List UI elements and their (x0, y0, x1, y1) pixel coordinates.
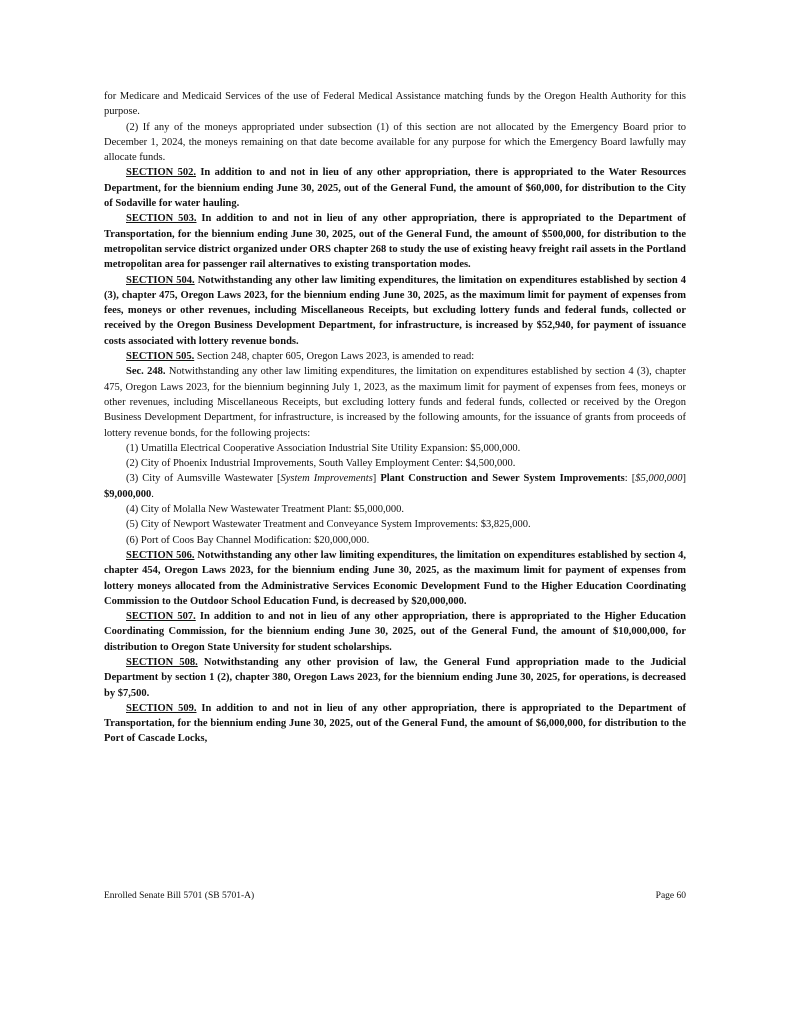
section-504 (104, 273, 686, 349)
sec-248 (104, 364, 686, 440)
section-label: SECTION 506. (126, 549, 195, 561)
item-text: : [ (624, 473, 636, 485)
project-item-1: (1) Umatilla Electrical Cooperative Association Industrial Site Utility Expansion: $5,000,000. (126, 442, 521, 454)
section-text: In addition to and not in lieu of any other appropriation, there is appropriated to the Department of Transportation, for the biennium ending June 30, 2025, out of the General Fund, the amount of $500,000, for distribution to the metropolitan service district organized under ORS chapter 268 to study the use of existing heavy freight rail assets in the Portland metropolitan area for passenger rail alternatives to existing transportation modes. (104, 213, 687, 271)
section-label: SECTION 509. (126, 702, 197, 714)
section-text: In addition to and not in lieu of any other appropriation, there is appropriated to the Higher Education Coordinating Commission, for the biennium ending June 30, 2025, out of the General Fund, the amount of $10,000,000, for distribution to Oregon State University for student scholarships. (104, 611, 687, 653)
item-text: (3) City of Aumsville Wastewater [ (126, 473, 281, 485)
paragraph-subsection-2: (2) If any of the moneys appropriated under subsection (1) of this section are not allocated by the Emergency Board prior to December 1, 2024, the moneys remaining on that date become available for any purpose for which the Emergency Board lawfully may allocate funds. (104, 121, 686, 164)
sec-label: Sec. 248. (126, 366, 166, 378)
section-label: SECTION 503. (126, 213, 197, 225)
item-text: ] (372, 473, 381, 485)
section-text: Notwithstanding any other provision of law, the General Fund appropriation made to the Judicial Department by section 1 (2), chapter 380, Oregon Laws 2023, for the biennium ending June 30, 2025, for operations, is decreased by $7,500. (104, 656, 687, 699)
added-text: $9,000,000 (104, 488, 152, 500)
section-label: SECTION 504. (126, 274, 195, 286)
project-item-4: (4) City of Molalla New Wastewater Treatment Plant: $5,000,000. (126, 504, 405, 516)
section-502 (104, 165, 686, 211)
section-506 (104, 548, 686, 609)
project-item-6: (6) Port of Coos Bay Channel Modification: $20,000,000. (126, 534, 370, 546)
project-item-2: (2) City of Phoenix Industrial Improvements, South Valley Employment Center: $4,500,000. (126, 458, 516, 470)
section-505 (104, 349, 686, 364)
deleted-text: System Improvements (280, 473, 373, 485)
item-text: ] (682, 473, 686, 485)
section-label: SECTION 507. (126, 611, 196, 623)
section-509 (104, 701, 686, 747)
bill-name: Enrolled Senate Bill 5701 (SB 5701-A) (104, 891, 255, 901)
section-text: Notwithstanding any other law limiting expenditures, the limitation on expenditures established by section 4 (3), chapter 475, Oregon Laws 2023, for the biennium ending June 30, 2025, as the maximum limit for payment of expenses from fees, moneys or other revenues, including Miscellaneous Receipts, but excluding lottery funds and federal funds, collected or received by the Oregon Business Development Department, for infrastructure, is increased by $52,940, for payment of issuance costs associated with lottery revenue bonds. (104, 274, 686, 347)
section-label: SECTION 508. (126, 656, 198, 668)
paragraph-continuation: for Medicare and Medicaid Services of the use of Federal Medical Assistance matching funds by the Oregon Health Authority for this purpose. (104, 91, 686, 118)
section-text: Notwithstanding any other law limiting expenditures, the limitation on expenditures established by section 4, chapter 454, Oregon Laws 2023, for the biennium ending June 30, 2025, as the maximum limit for payment of expenses from lottery moneys allocated from the Administrative Services Economic Development Fund to the Higher Education Coordinating Commission to the Outdoor School Education Fund, is decreased by $20,000,000. (104, 549, 687, 607)
section-text: Section 248, chapter 605, Oregon Laws 2023, is amended to read: (196, 351, 475, 363)
page-number: Page 60 (655, 891, 686, 901)
section-label: SECTION 502. (126, 167, 196, 179)
section-text: In addition to and not in lieu of any other appropriation, there is appropriated to the Water Resources Department, for the biennium ending June 30, 2025, out of the General Fund, the amount of $60,000, for distribution to the City of Sodaville for water hauling. (104, 167, 687, 210)
deleted-text: $5,000,000 (635, 473, 683, 485)
added-text: Plant Construction and Sewer System Improvements (380, 473, 625, 485)
page-footer (104, 891, 686, 901)
section-503 (104, 211, 686, 272)
item-text: . (151, 488, 154, 500)
project-item-5: (5) City of Newport Wastewater Treatment and Conveyance System Improvements: $3,825,000. (126, 519, 531, 531)
section-508 (104, 655, 686, 701)
document-body (104, 89, 686, 747)
section-507 (104, 609, 686, 655)
section-text: In addition to and not in lieu of any other appropriation, there is appropriated to the Department of Transportation, for the biennium ending June 30, 2025, out of the General Fund, the amount of $6,000,000, for distribution to the Port of Cascade Locks, (104, 702, 687, 745)
sec-text: Notwithstanding any other law limiting expenditures, the limitation on expenditures established by section 4 (3), chapter 475, Oregon Laws 2023, for the biennium beginning July 1, 2023, as the maximum limit for payment of expenses from fees, moneys or other revenues, including Miscellaneous Receipts, but excluding lottery funds and federal funds, collected or received by the Oregon Business Development Department, for infrastructure, is increased by the following amounts, for the issuance of grants from proceeds of lottery revenue bonds, for the following projects: (104, 366, 686, 439)
section-label: SECTION 505. (126, 351, 195, 363)
project-item-3 (104, 471, 686, 502)
